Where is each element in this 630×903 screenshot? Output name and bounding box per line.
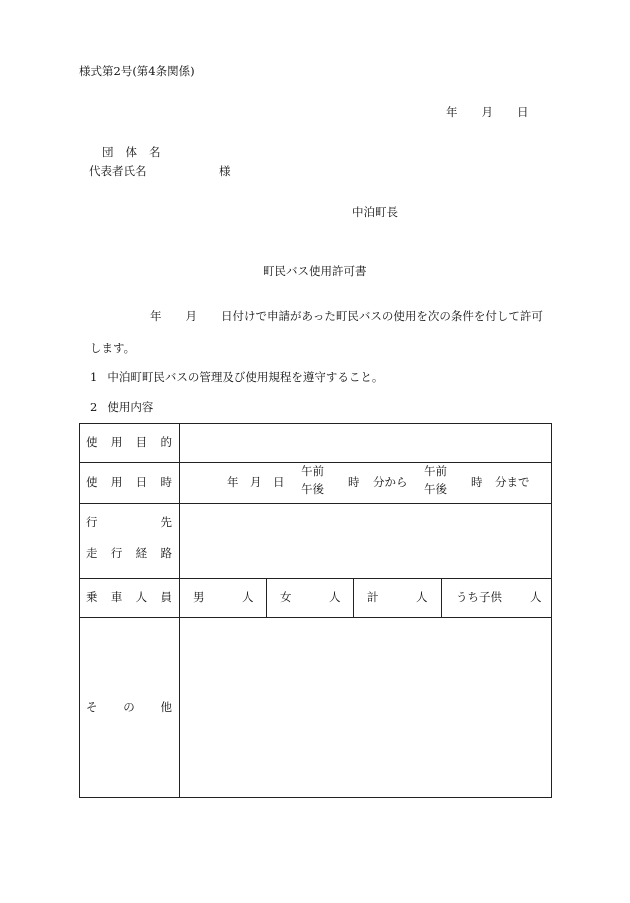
children-field[interactable]: うち子供 人 <box>456 590 542 604</box>
pm-2: 午後 <box>424 481 447 496</box>
datetime-day: 日 <box>273 475 285 489</box>
total-field[interactable]: 計 人 <box>367 590 428 604</box>
datetime-month: 月 <box>250 475 262 489</box>
am-1: 午前 <box>301 464 324 478</box>
date-line <box>446 107 529 119</box>
destination-label: 行 先 <box>86 515 172 529</box>
other-field[interactable] <box>180 618 551 797</box>
hour-2: 時 <box>471 475 483 489</box>
route-label: 走 行 経 路 <box>86 546 172 560</box>
date-day: 日 <box>517 105 529 119</box>
form-number: 様式第2号(第4条関係) <box>79 64 195 78</box>
date-month: 月 <box>481 105 493 119</box>
hour-1: 時 <box>348 475 360 489</box>
from-label: 分から <box>373 475 408 489</box>
passengers-label: 乗 車 人 員 <box>86 590 172 604</box>
condition-2: 2 使用内容 <box>90 400 154 414</box>
destination-field[interactable] <box>180 504 551 578</box>
pm-1: 午後 <box>301 481 324 496</box>
representative-label: 代表者氏名 <box>89 164 147 178</box>
honorific: 様 <box>219 164 231 178</box>
org-name-label: 団 体 名 <box>102 145 161 159</box>
issuer: 中泊町長 <box>352 205 398 219</box>
body-line-1: 年 月 日付けで申請があった町民バスの使用を次の条件を付して許可 <box>150 309 543 323</box>
datetime-year: 年 <box>227 475 239 489</box>
purpose-label: 使 用 目 的 <box>86 435 172 449</box>
male-field[interactable]: 男 人 <box>193 590 254 604</box>
ampm-2[interactable] <box>424 466 447 495</box>
usage-table <box>79 423 552 798</box>
ampm-1[interactable] <box>301 466 324 495</box>
doc-title: 町民バス使用許可書 <box>263 264 367 278</box>
purpose-field[interactable] <box>180 424 551 462</box>
other-label: そ の 他 <box>86 700 172 714</box>
datetime-field[interactable] <box>180 463 551 503</box>
datetime-label: 使 用 日 時 <box>86 475 172 489</box>
am-2: 午前 <box>424 464 447 478</box>
date-year: 年 <box>446 105 458 119</box>
until-label: 分まで <box>495 475 530 489</box>
body-line-2: します。 <box>90 341 136 355</box>
condition-1: 1 中泊町町民バスの管理及び使用規程を遵守すること。 <box>90 370 384 384</box>
female-field[interactable]: 女 人 <box>280 590 341 604</box>
